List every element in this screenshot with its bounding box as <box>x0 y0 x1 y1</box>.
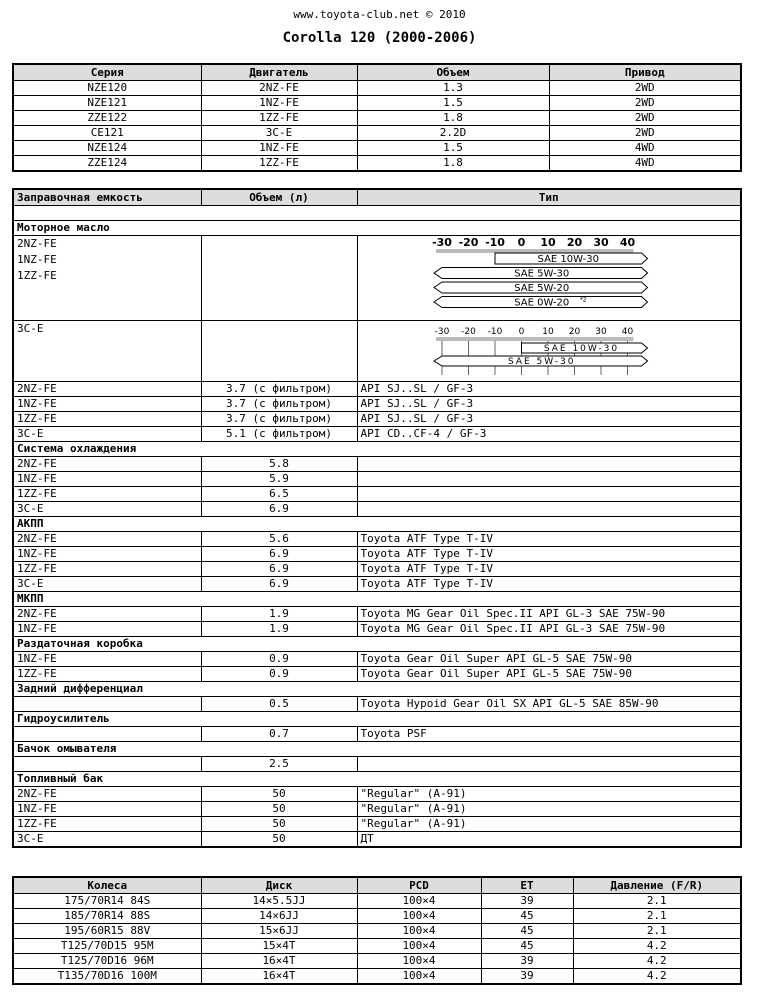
liters-cell: 1.9 <box>201 622 357 637</box>
fluid-type-cell: API CD..CF-4 / GF-3 <box>357 427 741 442</box>
fluid-type-cell: "Regular" (A-91) <box>357 817 741 832</box>
scale-bar <box>436 249 634 253</box>
fluid-type-cell: Toyota MG Gear Oil Spec.II API GL-3 SAE 75W-90 <box>357 607 741 622</box>
et-cell: 39 <box>481 954 573 969</box>
rim-cell: 14×6JJ <box>201 909 357 924</box>
engine-cell: 1NZ-FE <box>13 547 201 562</box>
table-row <box>13 81 741 96</box>
table-row <box>13 924 741 939</box>
col-header-pressure: Давление (F/R) <box>573 877 741 894</box>
table-row <box>13 894 741 909</box>
grade-label: SAE 10W-30 <box>537 254 599 265</box>
pcd-cell: 100×4 <box>357 969 481 985</box>
col-header-tires: Колеса <box>13 877 201 894</box>
table-row <box>13 939 741 954</box>
section-title: Система охлаждения <box>13 442 741 457</box>
section-title: Топливный бак <box>13 772 741 787</box>
volume-cell: 1.5 <box>357 141 549 156</box>
table-row <box>13 562 741 577</box>
engine-cell: 3C-E <box>13 832 201 848</box>
liters-cell: 50 <box>201 817 357 832</box>
liters-cell: 0.9 <box>201 667 357 682</box>
grade-label: SAE 5W-30 <box>507 357 576 367</box>
grade-label: SAE 5W-30 <box>513 268 569 280</box>
viscosity-chart-svg <box>358 321 742 377</box>
liters-cell: 6.9 <box>201 547 357 562</box>
section-title: АКПП <box>13 517 741 532</box>
col-header-volume: Объем <box>357 64 549 81</box>
fluid-type-cell <box>357 472 741 487</box>
liters-cell: 6.9 <box>201 577 357 592</box>
engine-cell: 1NZ-FE <box>13 397 201 412</box>
rim-cell: 15×4T <box>201 939 357 954</box>
section-title: Задний дифференциал <box>13 682 741 697</box>
oil-viscosity-chart-a <box>357 236 741 321</box>
drive-cell: 4WD <box>549 156 741 172</box>
tick-label: -20 <box>460 327 476 337</box>
fluid-type-cell: Toyota Gear Oil Super API GL-5 SAE 75W-90 <box>357 667 741 682</box>
fluid-type-cell: Toyota PSF <box>357 727 741 742</box>
grade-label: SAE 10W-30 <box>543 344 619 354</box>
et-cell: 39 <box>481 894 573 909</box>
section-title: Раздаточная коробка <box>13 637 741 652</box>
engine-cell: 1ZZ-FE <box>201 156 357 172</box>
section-title: Моторное масло <box>13 221 741 236</box>
table-row <box>13 817 741 832</box>
col-header-rim: Диск <box>201 877 357 894</box>
tick-label: 10 <box>541 327 554 337</box>
section-title: Гидроусилитель <box>13 712 741 727</box>
table-row <box>13 622 741 637</box>
table-row <box>13 111 741 126</box>
section-title: Бачок омывателя <box>13 742 741 757</box>
wheels-table <box>12 876 742 985</box>
table-row <box>13 472 741 487</box>
oil-engines-group-b: 3C-E <box>13 321 201 382</box>
table-row <box>13 412 741 427</box>
engine-cell: 1NZ-FE <box>13 652 201 667</box>
series-cell: NZE120 <box>13 81 201 96</box>
table-row <box>13 727 741 742</box>
engine-cell: 3C-E <box>13 577 201 592</box>
series-cell: NZE124 <box>13 141 201 156</box>
liters-cell: 3.7 (с фильтром) <box>201 382 357 397</box>
fluid-type-cell: API SJ..SL / GF-3 <box>357 382 741 397</box>
tick-label: -30 <box>431 236 452 249</box>
engine-cell: 3C-E <box>201 126 357 141</box>
table-row <box>13 427 741 442</box>
tick-label: 40 <box>619 236 635 249</box>
rim-cell: 16×4T <box>201 954 357 969</box>
engine-cell: 1NZ-FE <box>201 96 357 111</box>
tick-label: -30 <box>434 327 449 337</box>
engine-cell: 2NZ-FE <box>13 607 201 622</box>
section-row <box>13 592 741 607</box>
col-header-liters: Объем (л) <box>201 189 357 206</box>
table-row <box>13 457 741 472</box>
oil-viscosity-chart-b <box>357 321 741 382</box>
table-row <box>13 547 741 562</box>
engine-cell: 1NZ-FE <box>13 622 201 637</box>
spacer-row <box>13 206 741 221</box>
pcd-cell: 100×4 <box>357 939 481 954</box>
pressure-cell: 2.1 <box>573 894 741 909</box>
liters-cell: 0.5 <box>201 697 357 712</box>
engine-cell: 1ZZ-FE <box>13 817 201 832</box>
pressure-cell: 4.2 <box>573 939 741 954</box>
section-row <box>13 517 741 532</box>
tick-label: 20 <box>568 327 580 337</box>
liters-cell: 0.9 <box>201 652 357 667</box>
table-row <box>13 787 741 802</box>
grade-note: *2 <box>579 296 587 304</box>
engine-cell: 1ZZ-FE <box>13 487 201 502</box>
pcd-cell: 100×4 <box>357 909 481 924</box>
pcd-cell: 100×4 <box>357 894 481 909</box>
table-row <box>13 141 741 156</box>
liters-cell: 50 <box>201 802 357 817</box>
volume-cell: 1.3 <box>357 81 549 96</box>
engine-cell: 2NZ-FE <box>13 787 201 802</box>
table-row <box>13 667 741 682</box>
table-row <box>13 397 741 412</box>
fluid-type-cell: ДТ <box>357 832 741 848</box>
et-cell: 45 <box>481 909 573 924</box>
table-row <box>13 382 741 397</box>
oil-volume-blank <box>201 321 357 382</box>
tire-cell: 195/60R15 88V <box>13 924 201 939</box>
rim-cell: 16×4T <box>201 969 357 985</box>
liters-cell: 3.7 (с фильтром) <box>201 412 357 427</box>
engine-cell: 1ZZ-FE <box>13 667 201 682</box>
col-header-drive: Привод <box>549 64 741 81</box>
oil-engines-group-a: 2NZ-FE 1NZ-FE 1ZZ-FE <box>13 236 201 321</box>
engine-cell: 3C-E <box>13 427 201 442</box>
table-row <box>13 832 741 848</box>
tick-label: 20 <box>566 236 582 249</box>
page-title: Corolla 120 (2000-2006) <box>282 30 477 46</box>
tick-label: 0 <box>517 236 525 249</box>
volume-cell: 1.5 <box>357 96 549 111</box>
series-cell: ZZE122 <box>13 111 201 126</box>
rim-cell: 14×5.5JJ <box>201 894 357 909</box>
pcd-cell: 100×4 <box>357 954 481 969</box>
tire-cell: T125/70D16 96M <box>13 954 201 969</box>
tick-label: -10 <box>484 236 505 249</box>
fluid-type-cell: Toyota Gear Oil Super API GL-5 SAE 75W-90 <box>357 652 741 667</box>
engine-cell: 1ZZ-FE <box>13 562 201 577</box>
table-row <box>13 96 741 111</box>
engine-cell: 1NZ-FE <box>13 802 201 817</box>
tire-cell: 175/70R14 84S <box>13 894 201 909</box>
col-header-series: Серия <box>13 64 201 81</box>
engine-cell: 2NZ-FE <box>201 81 357 96</box>
grade-label: SAE 0W-20 <box>513 297 569 309</box>
section-row <box>13 682 741 697</box>
section-row <box>13 742 741 757</box>
liters-cell: 5.9 <box>201 472 357 487</box>
table-row <box>13 532 741 547</box>
table-row <box>13 909 741 924</box>
section-row <box>13 772 741 787</box>
table-row <box>13 802 741 817</box>
rim-cell: 15×6JJ <box>201 924 357 939</box>
engine-cell: 1NZ-FE <box>13 472 201 487</box>
fluid-type-cell: Toyota ATF Type T-IV <box>357 577 741 592</box>
viscosity-chart-svg <box>358 236 742 316</box>
tick-label: 40 <box>621 327 633 337</box>
volume-cell: 1.8 <box>357 156 549 172</box>
tick-label: -10 <box>487 327 502 337</box>
table-row <box>13 577 741 592</box>
fluid-type-cell: API SJ..SL / GF-3 <box>357 397 741 412</box>
drive-cell: 2WD <box>549 81 741 96</box>
tick-label: -20 <box>458 236 478 249</box>
liters-cell: 3.7 (с фильтром) <box>201 397 357 412</box>
models-table <box>12 63 742 172</box>
tire-cell: T135/70D16 100M <box>13 969 201 985</box>
fluid-type-cell <box>357 487 741 502</box>
fluid-type-cell: Toyota MG Gear Oil Spec.II API GL-3 SAE 75W-90 <box>357 622 741 637</box>
pressure-cell: 2.1 <box>573 924 741 939</box>
table-row <box>13 502 741 517</box>
liters-cell: 0.7 <box>201 727 357 742</box>
tick-label: 30 <box>594 327 607 337</box>
fluid-type-cell: Toyota Hypoid Gear Oil SX API GL-5 SAE 85W-90 <box>357 697 741 712</box>
pressure-cell: 4.2 <box>573 954 741 969</box>
pcd-cell: 100×4 <box>357 924 481 939</box>
fluid-type-cell: Toyota ATF Type T-IV <box>357 547 741 562</box>
fluid-type-cell <box>357 502 741 517</box>
volume-cell: 2.2D <box>357 126 549 141</box>
tick-label: 0 <box>518 327 524 337</box>
liters-cell: 5.8 <box>201 457 357 472</box>
engine-cell <box>13 757 201 772</box>
liters-cell: 50 <box>201 832 357 848</box>
pressure-cell: 2.1 <box>573 909 741 924</box>
fluid-type-cell: Toyota ATF Type T-IV <box>357 562 741 577</box>
drive-cell: 2WD <box>549 111 741 126</box>
tick-label: 30 <box>592 236 609 249</box>
series-cell: NZE121 <box>13 96 201 111</box>
tire-cell: T125/70D15 95M <box>13 939 201 954</box>
site-url: www.toyota-club.net © 2010 <box>293 8 466 21</box>
col-header-et: ET <box>481 877 573 894</box>
series-cell: ZZE124 <box>13 156 201 172</box>
table-row <box>13 697 741 712</box>
col-header-capacity: Заправочная емкость <box>13 189 201 206</box>
tire-cell: 185/70R14 88S <box>13 909 201 924</box>
liters-cell: 1.9 <box>201 607 357 622</box>
tick-label: 10 <box>539 236 556 249</box>
fluid-type-cell: Toyota ATF Type T-IV <box>357 532 741 547</box>
capacities-table <box>12 188 742 848</box>
volume-cell: 1.8 <box>357 111 549 126</box>
table-row <box>13 126 741 141</box>
drive-cell: 2WD <box>549 126 741 141</box>
engine-cell: 2NZ-FE <box>13 457 201 472</box>
grade-label: SAE 5W-20 <box>513 283 569 294</box>
fluid-type-cell <box>357 457 741 472</box>
liters-cell: 6.9 <box>201 562 357 577</box>
drive-cell: 2WD <box>549 96 741 111</box>
liters-cell: 6.5 <box>201 487 357 502</box>
col-header-type: Тип <box>357 189 741 206</box>
et-cell: 45 <box>481 924 573 939</box>
oil-volume-blank <box>201 236 357 321</box>
section-row <box>13 712 741 727</box>
engine-cell <box>13 727 201 742</box>
section-row <box>13 637 741 652</box>
engine-cell: 1ZZ-FE <box>201 111 357 126</box>
fluid-type-cell: "Regular" (A-91) <box>357 787 741 802</box>
liters-cell: 2.5 <box>201 757 357 772</box>
engine-cell: 2NZ-FE <box>13 382 201 397</box>
liters-cell: 50 <box>201 787 357 802</box>
table-row <box>13 156 741 172</box>
col-header-engine: Двигатель <box>201 64 357 81</box>
table-row <box>13 954 741 969</box>
table-row <box>13 652 741 667</box>
col-header-pcd: PCD <box>357 877 481 894</box>
et-cell: 45 <box>481 939 573 954</box>
section-row <box>13 442 741 457</box>
table-row <box>13 757 741 772</box>
table-row <box>13 607 741 622</box>
engine-cell: 2NZ-FE <box>13 532 201 547</box>
pressure-cell: 4.2 <box>573 969 741 985</box>
liters-cell: 6.9 <box>201 502 357 517</box>
liters-cell: 5.6 <box>201 532 357 547</box>
drive-cell: 4WD <box>549 141 741 156</box>
series-cell: CE121 <box>13 126 201 141</box>
fluid-type-cell <box>357 757 741 772</box>
et-cell: 39 <box>481 969 573 985</box>
scale-bar <box>436 337 634 341</box>
engine-cell: 3C-E <box>13 502 201 517</box>
section-title: МКПП <box>13 592 741 607</box>
fluid-type-cell: API SJ..SL / GF-3 <box>357 412 741 427</box>
liters-cell: 5.1 (с фильтром) <box>201 427 357 442</box>
table-row <box>13 487 741 502</box>
engine-cell: 1NZ-FE <box>201 141 357 156</box>
engine-cell: 1ZZ-FE <box>13 412 201 427</box>
engine-cell <box>13 697 201 712</box>
fluid-type-cell: "Regular" (A-91) <box>357 802 741 817</box>
table-row <box>13 969 741 985</box>
